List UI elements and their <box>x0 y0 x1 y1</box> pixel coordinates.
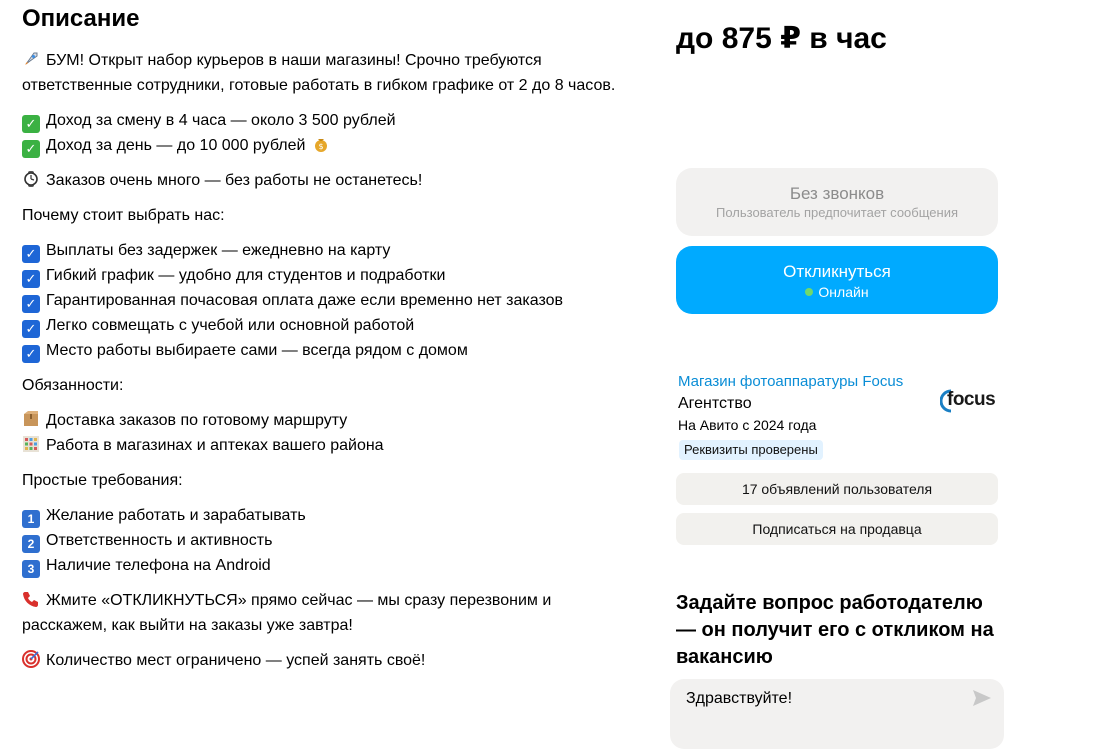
send-icon[interactable] <box>972 689 992 707</box>
limited-line: Количество мест ограничено — успей занять своё! <box>22 648 622 673</box>
call-to-action: Жмите «ОТКЛИКНУТЬСЯ» прямо сейчас — мы сразу перезвоним и расскажем, как выйти на заказы уже завтра! <box>22 592 552 634</box>
no-calls-subtitle: Пользователь предпочитает сообщения <box>715 205 958 220</box>
why-item: ✓ Легко совмещать с учебой или основной работой <box>22 313 622 338</box>
checkbox-icon: ✓ <box>22 345 40 363</box>
requirement-item: 1 Желание работать и зарабатывать <box>22 503 622 528</box>
checkbox-icon: ✓ <box>22 320 40 338</box>
salary-price: до 875 ₽ в час <box>676 22 887 55</box>
seller-listings-button[interactable]: 17 объявлений пользователя <box>676 473 998 505</box>
duties-item: Доставка заказов по готовому маршруту <box>22 408 622 433</box>
telephone-icon <box>22 590 40 608</box>
description-section <box>22 0 622 673</box>
requirement-item: 2 Ответственность и активность <box>22 528 622 553</box>
message-text[interactable]: Здравствуйте! <box>686 690 793 707</box>
svg-text:$: $ <box>318 142 324 151</box>
target-icon <box>22 650 40 668</box>
keycap-three-icon: 3 <box>22 560 40 578</box>
respond-label: Откликнуться <box>783 262 891 281</box>
keycap-two-icon: 2 <box>22 535 40 553</box>
seller-logo[interactable] <box>940 386 1000 416</box>
online-status: Онлайн <box>676 283 998 301</box>
why-item: ✓ Гарантированная почасовая оплата даже если временно нет заказов <box>22 288 622 313</box>
verified-badge: Реквизиты проверены <box>679 440 823 460</box>
keycap-one-icon: 1 <box>22 510 40 528</box>
store-grid-icon <box>22 435 40 453</box>
ask-heading: Задайте вопрос работодателю — он получит его с откликом на вакансию <box>676 592 994 668</box>
money-bag-icon <box>312 135 330 153</box>
checkbox-icon: ✓ <box>22 295 40 313</box>
no-calls-title: Без звонков <box>789 184 885 203</box>
duties-item: Работа в магазинах и аптеках вашего района <box>22 433 622 458</box>
message-input[interactable] <box>670 679 1004 749</box>
why-item: ✓ Место работы выбираете сами — всегда рядом с домом <box>22 338 622 363</box>
seller-type: Агентство <box>678 395 752 412</box>
requirement-item: 3 Наличие телефона на Android <box>22 553 622 578</box>
why-item: ✓ Гибкий график — удобно для студентов и подработки <box>22 263 622 288</box>
requirements-heading: Простые требования: <box>22 472 183 489</box>
rocket-icon <box>22 50 40 68</box>
subscribe-seller-button[interactable]: Подписаться на продавца <box>676 513 998 545</box>
income-line-1: ✓ Доход за смену в 4 часа — около 3 500 рублей <box>22 108 622 133</box>
checkbox-icon: ✓ <box>22 270 40 288</box>
duties-heading: Обязанности: <box>22 377 124 394</box>
why-item: ✓ Выплаты без задержек — ежедневно на карту <box>22 238 622 263</box>
checkmark-icon: ✓ <box>22 140 40 158</box>
no-calls-button[interactable] <box>676 168 998 236</box>
description-title: Описание <box>22 5 140 32</box>
checkmark-icon: ✓ <box>22 115 40 133</box>
seller-name-link[interactable]: Магазин фотоаппаратуры Focus <box>678 373 904 390</box>
orders-line: Заказов очень много — без работы не останетесь! <box>22 168 622 193</box>
income-line-2: ✓ Доход за день — до 10 000 рублей $ <box>22 133 622 158</box>
logo-text: focus <box>947 389 996 410</box>
online-dot-icon <box>805 288 813 296</box>
intro-paragraph <box>22 48 622 98</box>
watch-icon <box>22 170 40 188</box>
why-heading: Почему стоит выбрать нас: <box>22 207 225 224</box>
seller-since: На Авито с 2024 года <box>678 417 817 433</box>
intro-text: БУМ! Открыт набор курьеров в наши магазины! Срочно требуются ответственные сотрудники, готовые работать в гибком графике от 2 до 8 часов. <box>22 52 616 94</box>
checkbox-icon: ✓ <box>22 245 40 263</box>
respond-button[interactable] <box>676 246 998 314</box>
package-icon <box>22 410 40 428</box>
